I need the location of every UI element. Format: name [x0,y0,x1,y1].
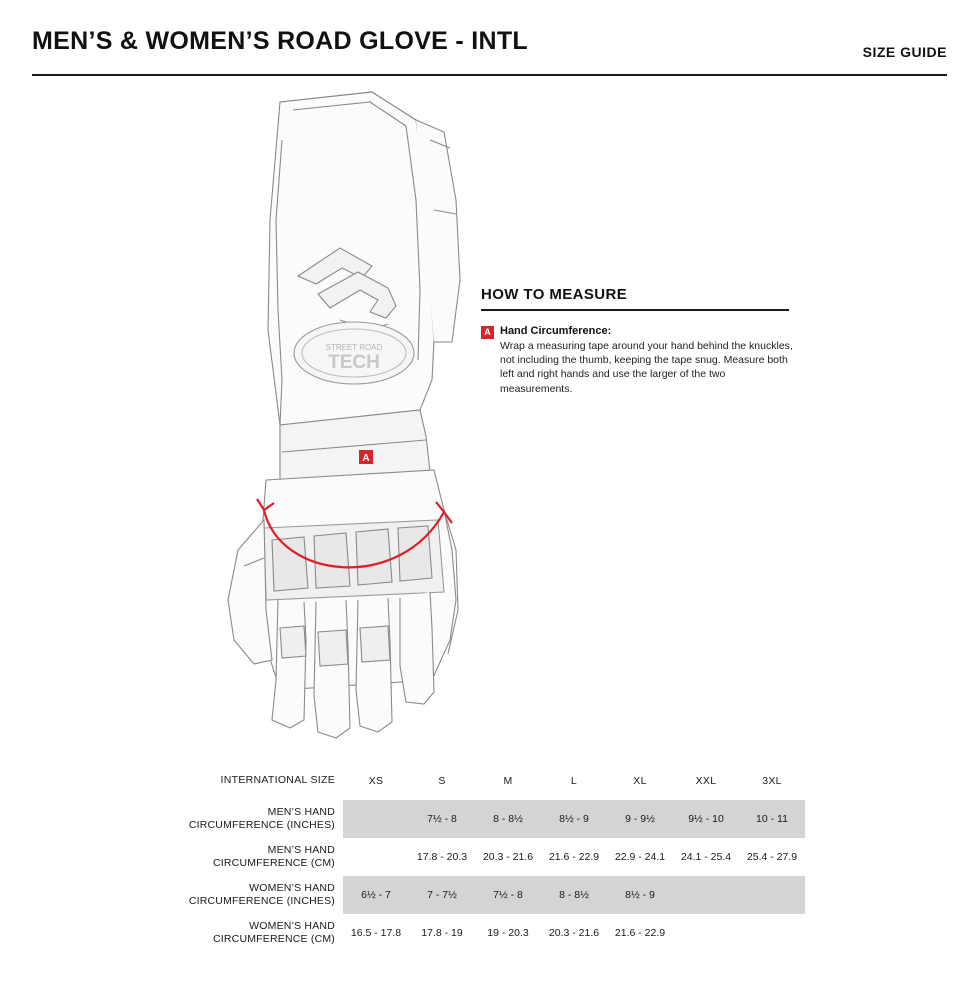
table-row-label-line1: MEN’S HAND [267,843,335,856]
table-row [160,838,805,876]
table-cell: 25.4 - 27.9 [739,838,805,876]
page-header [0,0,979,78]
table-cell: 6½ - 7 [343,876,409,914]
table-cell: 10 - 11 [739,800,805,838]
table-cell: 16.5 - 17.8 [343,914,409,952]
marker-a-badge: A [481,326,494,339]
table-row-label-line1: WOMEN’S HAND [249,919,335,932]
table-row [160,800,805,838]
table-row-label [160,838,343,876]
table-row-label-line1: MEN’S HAND [267,805,335,818]
callout-marker-text: A [362,453,370,464]
header-divider [32,74,947,76]
table-cell: 20.3 - 21.6 [541,914,607,952]
table-cell: 8 - 8½ [541,876,607,914]
table-size-header: M [503,775,513,787]
table-cell: 21.6 - 22.9 [607,914,673,952]
table-cell [343,800,409,838]
glove-drawing [220,80,520,740]
table-cell [739,914,805,952]
size-guide-badge [863,44,947,60]
table-cell: 7½ - 8 [409,800,475,838]
table-row-label-line2: CIRCUMFERENCE (INCHES) [188,895,335,907]
table-header-row [160,762,805,800]
table-cell: 8 - 8½ [475,800,541,838]
table-size-header: 3XL [762,775,782,787]
how-to-measure-divider [481,309,789,311]
table-row-label [160,914,343,952]
table-row-label-line2: CIRCUMFERENCE (INCHES) [188,819,335,831]
table-row-label-line2: CIRCUMFERENCE (CM) [212,933,335,945]
size-table [160,762,805,952]
table-cell: 17.8 - 20.3 [409,838,475,876]
table-size-header: S [438,775,446,787]
table-cell [673,876,739,914]
glove-illustration [220,80,520,740]
table-cell [739,876,805,914]
size-guide-label: SIZE GUIDE [862,44,947,60]
table-cell: 24.1 - 25.4 [673,838,739,876]
how-to-measure-section [481,286,801,396]
table-cell: 9 - 9½ [607,800,673,838]
table-cell: 22.9 - 24.1 [607,838,673,876]
table-size-header: XS [368,775,384,787]
table-cell [343,838,409,876]
table-header-label: INTERNATIONAL SIZE [220,774,335,787]
table-size-header: XXL [695,775,717,787]
table-cell: 17.8 - 19 [409,914,475,952]
table-row-label-line2: CIRCUMFERENCE (CM) [212,857,335,869]
table-row [160,876,805,914]
table-cell: 8½ - 9 [541,800,607,838]
glove-brand-text: TECH [328,352,380,373]
table-cell: 9½ - 10 [673,800,739,838]
glove-brand-small: STREET ROAD [325,343,383,352]
table-cell: 7 - 7½ [409,876,475,914]
table-row-label-line1: WOMEN’S HAND [249,881,335,894]
table-row-label [160,800,343,838]
measure-item-body: Wrap a measuring tape around your hand behind the knuckles, not including the thumb, keeping the tape snug. Measure both left and right hands and use the larger of the two measurements. [500,340,793,395]
table-cell: 19 - 20.3 [475,914,541,952]
table-cell: 21.6 - 22.9 [541,838,607,876]
table-cell: 7½ - 8 [475,876,541,914]
table-cell [673,914,739,952]
table-cell: 8½ - 9 [607,876,673,914]
page-title: MEN’S & WOMEN’S ROAD GLOVE - INTL [32,27,529,55]
table-row-label [160,876,343,914]
table-row [160,914,805,952]
table-cell: 20.3 - 21.6 [475,838,541,876]
how-to-measure-title: HOW TO MEASURE [481,286,628,303]
table-size-header: XL [633,775,647,787]
size-table-wrapper [160,762,820,952]
measure-item-hand-circumference [481,325,801,396]
measure-item-heading: Hand Circumference: [500,325,612,337]
table-size-header: L [570,775,578,787]
